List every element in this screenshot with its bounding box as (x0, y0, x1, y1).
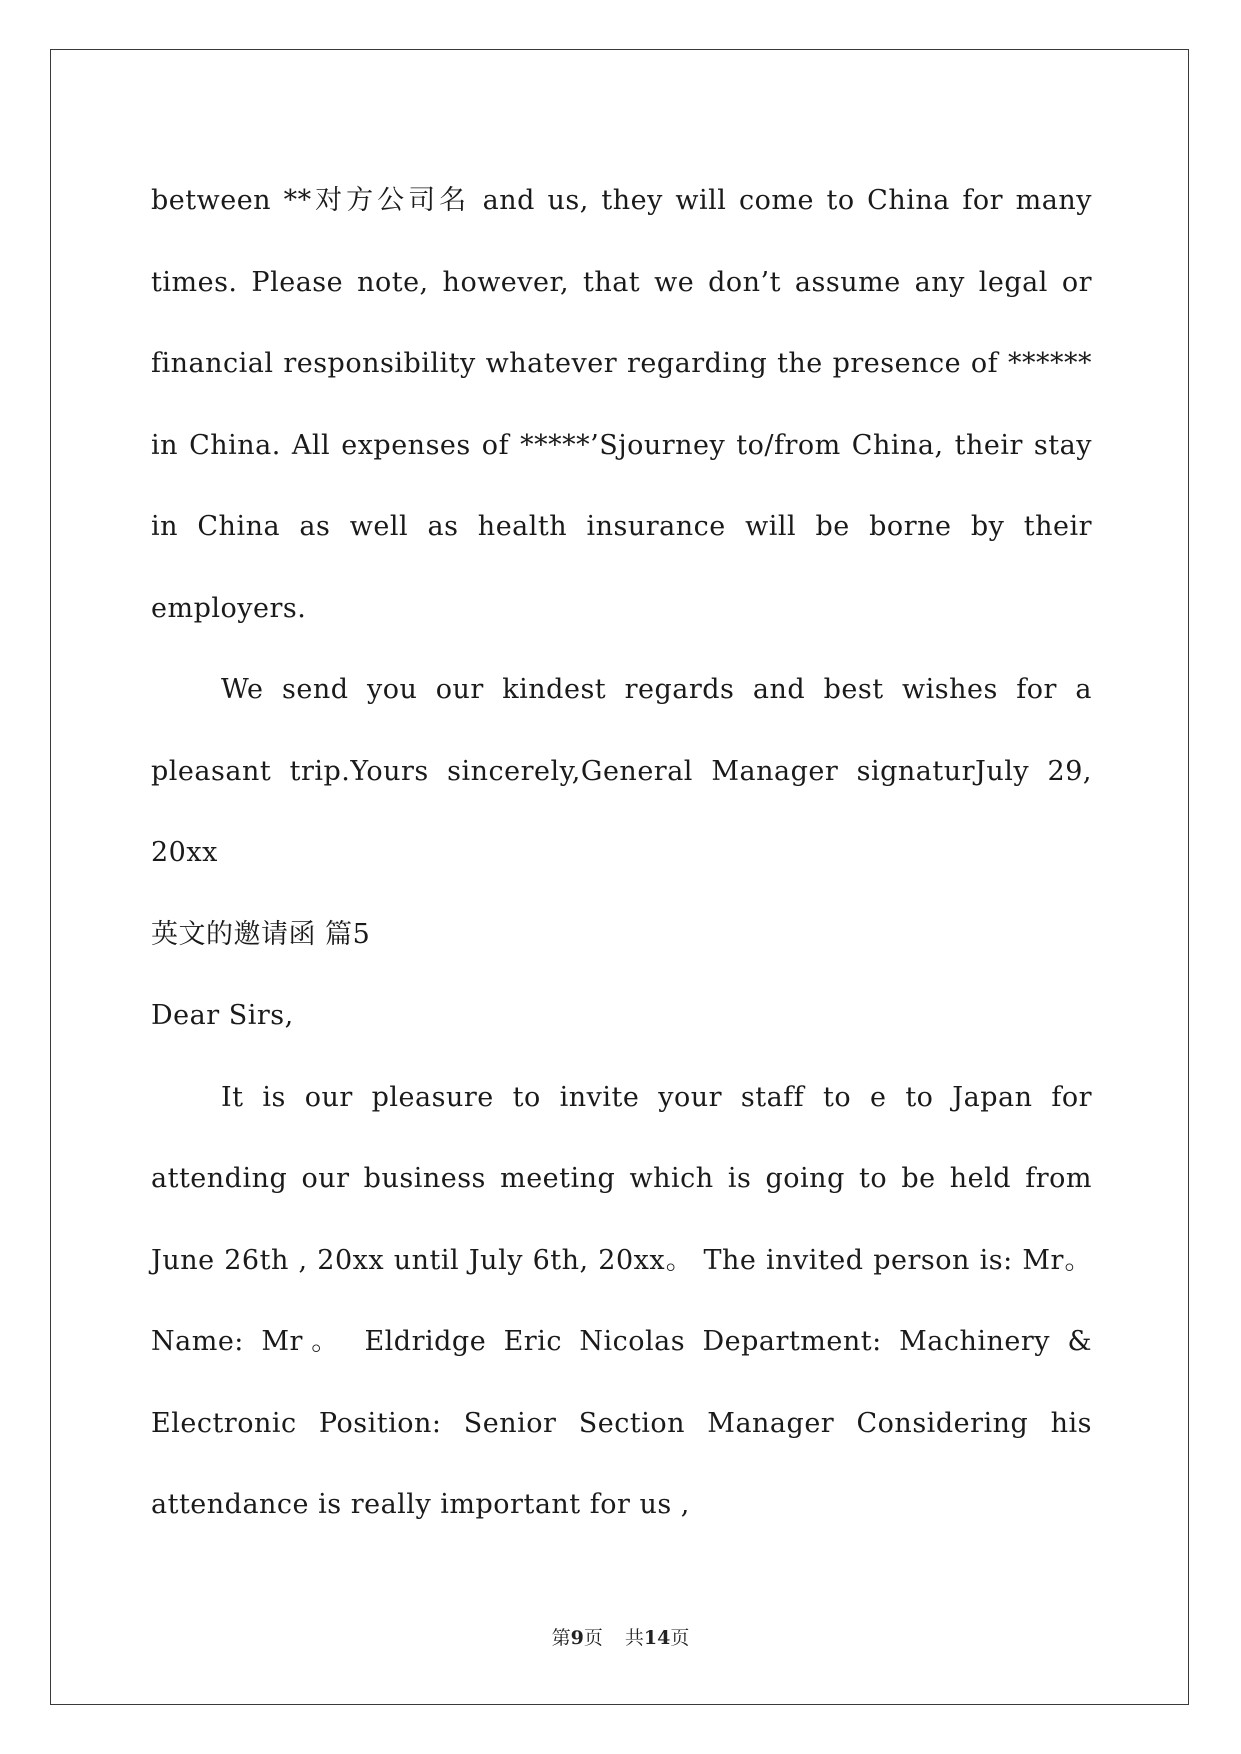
document-body (151, 160, 1092, 1546)
paragraph-closing: We send you our kindest regards and best wishes for a pleasant trip.Yours sincerely,General Manager signaturJuly 29, 20xx (151, 674, 1092, 868)
footer-total-unit: 页 (670, 1627, 690, 1649)
salutation: Dear Sirs, (151, 1000, 294, 1031)
total-pages-number: 14 (643, 1627, 671, 1649)
footer-total-prefix: 共 (624, 1627, 644, 1649)
footer-prefix: 第 (551, 1627, 571, 1649)
footer-page-unit: 页 (583, 1627, 603, 1649)
paragraph-expenses: between **对方公司名 and us, they will come to China for many times. Please note, however, that we don’t assume any legal or financial responsibility whatever regarding the presence of ****** in China. All expenses of *****’Sjourney to/from China, their stay in China as well as health insurance will be borne by their employers. (151, 185, 1092, 624)
current-page-number: 9 (570, 1627, 584, 1649)
page-footer (0, 1623, 1241, 1650)
section-heading: 英文的邀请函 篇5 (151, 918, 371, 950)
paragraph-invitation: It is our pleasure to invite your staff to e to Japan for attending our business meeting which is going to be held from June 26th , 20xx until July 6th, 20xx。 The invited person is: Mr。 Name: Mr。 Eldridge Eric Nicolas Department: Machinery & Electronic Position: Senior Section Manager Considering his attendance is really important for us , (151, 1081, 1092, 1520)
